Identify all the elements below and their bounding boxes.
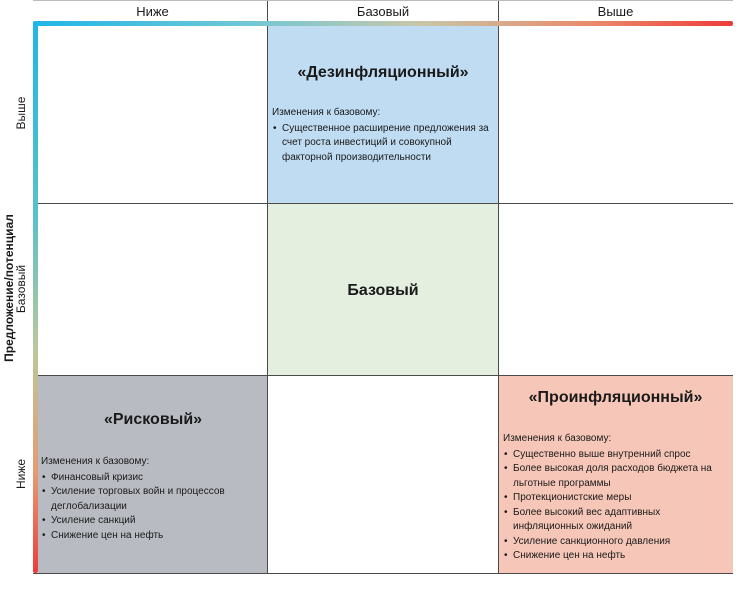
list-item: • Протекционистские меры	[503, 491, 731, 506]
proinflationary-list	[503, 448, 731, 564]
grid-line-h1	[38, 203, 733, 204]
baseline-title: Базовый	[347, 282, 419, 299]
disinflationary-body	[272, 106, 494, 165]
grid-line-v2	[498, 0, 499, 573]
row-header-low	[12, 375, 30, 573]
row-header-base-label: Базовый	[14, 264, 28, 314]
list-item: • Более высокая доля расходов бюджета на льготные программы	[503, 462, 731, 491]
list-item: • Усиление санкционного давления	[503, 535, 731, 550]
risk-lead: Изменения к базовому:	[41, 456, 150, 467]
proinflationary-scenario-cell	[498, 375, 733, 573]
list-item: • Снижение цен на нефть	[41, 529, 265, 544]
column-header-low: Ниже	[136, 4, 169, 19]
row-header-base	[12, 203, 30, 375]
disinflationary-list	[272, 122, 494, 166]
grid-line-top-header	[33, 0, 733, 1]
column-header-high: Выше	[597, 4, 634, 19]
column-header-base: Базовый	[356, 4, 410, 19]
risk-body	[41, 455, 265, 543]
list-item: • Усиление санкций	[41, 514, 265, 529]
list-item: • Более высокий вес адаптивных инфляционных ожиданий	[503, 506, 731, 535]
vertical-axis-gradient-bar	[33, 21, 38, 573]
list-item: • Снижение цен на нефть	[503, 549, 731, 564]
row-header-low-label: Ниже	[14, 458, 28, 490]
list-item: • Усиление торговых войн и процессов деглобализации	[41, 485, 265, 514]
proinflationary-title: «Проинфляционный»	[528, 389, 703, 406]
row-header-high-label: Выше	[14, 96, 28, 130]
disinflationary-scenario-cell	[268, 26, 498, 203]
list-item: • Финансовый кризис	[41, 471, 265, 486]
baseline-scenario-cell	[268, 203, 498, 375]
proinflationary-body	[503, 432, 731, 564]
grid-line-v1	[267, 0, 268, 573]
row-header-high	[12, 23, 30, 203]
risk-title: «Рисковый»	[103, 411, 203, 428]
y-axis-title: Предложение/потенциал	[2, 214, 16, 362]
grid-line-h2	[38, 375, 733, 376]
horizontal-axis-gradient-bar	[33, 21, 733, 26]
risk-list	[41, 471, 265, 544]
proinflationary-lead: Изменения к базовому:	[503, 433, 612, 444]
disinflationary-title: «Дезинфляционный»	[297, 64, 469, 81]
list-item: • Существенно выше внутренний спрос	[503, 448, 731, 463]
grid-line-bottom	[33, 573, 733, 574]
disinflationary-lead: Изменения к базовому:	[272, 107, 381, 118]
risk-scenario-cell	[38, 375, 268, 573]
list-item: • Существенное расширение предложения за счет роста инвестиций и совокупной факторной производительности	[272, 122, 494, 166]
